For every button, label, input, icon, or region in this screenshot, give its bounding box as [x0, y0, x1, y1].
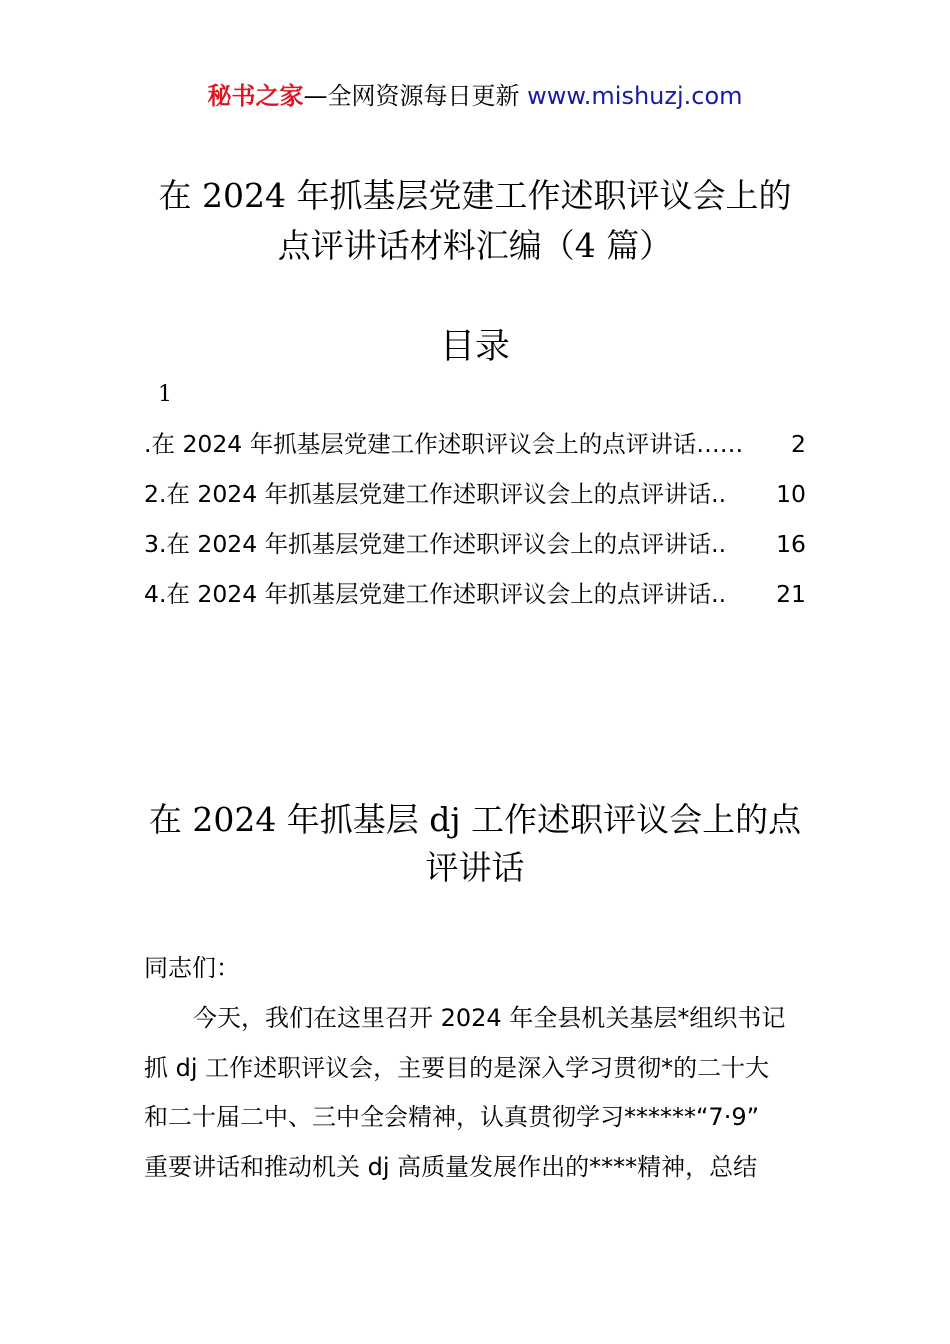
site-url-link[interactable]: www.mishuzj.com	[527, 82, 743, 110]
toc-entry-text: 3.在 2024 年抓基层党建工作述职评议会上的点评讲话..	[144, 530, 727, 558]
paragraph-line-3: 和二十届二中、三中全会精神，认真贯彻学习******“7·9”	[144, 1103, 760, 1131]
toc-first-number: 1	[158, 382, 172, 407]
toc-entry-page: 16	[776, 530, 806, 558]
toc-entry-3[interactable]	[144, 528, 806, 560]
toc-entry-text: 4.在 2024 年抓基层党建工作述职评议会上的点评讲话..	[144, 580, 727, 608]
main-title-line-1: 在 2024 年抓基层党建工作述职评议会上的	[158, 176, 792, 215]
article-title-line-2: 评讲话	[425, 848, 525, 887]
header-tagline: —全网资源每日更新	[303, 82, 520, 110]
toc-entry-page: 2	[791, 430, 806, 458]
toc-entry-text: 2.在 2024 年抓基层党建工作述职评议会上的点评讲话..	[144, 480, 727, 508]
salutation: 同志们：	[144, 954, 240, 982]
toc-entry-page: 21	[776, 580, 806, 608]
paragraph-line-4: 重要讲话和推动机关 dj 高质量发展作出的****精神，总结	[144, 1153, 758, 1181]
toc-entry-2[interactable]	[144, 478, 806, 510]
site-header	[0, 80, 950, 112]
toc-entry-1[interactable]	[144, 428, 806, 460]
main-title-line-2: 点评讲话材料汇编（4 篇）	[277, 226, 673, 265]
paragraph-line-2: 抓 dj 工作述职评议会，主要目的是深入学习贯彻*的二十大	[144, 1054, 770, 1082]
article-title-line-1: 在 2024 年抓基层 dj 工作述职评议会上的点	[148, 800, 802, 839]
toc-heading: 目录	[439, 327, 510, 367]
toc-entry-page: 10	[776, 480, 806, 508]
brand-name: 秘书之家	[207, 82, 304, 110]
toc-entry-text: .在 2024 年抓基层党建工作述职评议会上的点评讲话……	[144, 430, 744, 458]
paragraph-line-1: 今天，我们在这里召开 2024 年全县机关基层*组织书记	[193, 1004, 786, 1032]
toc-entry-4[interactable]	[144, 578, 806, 610]
